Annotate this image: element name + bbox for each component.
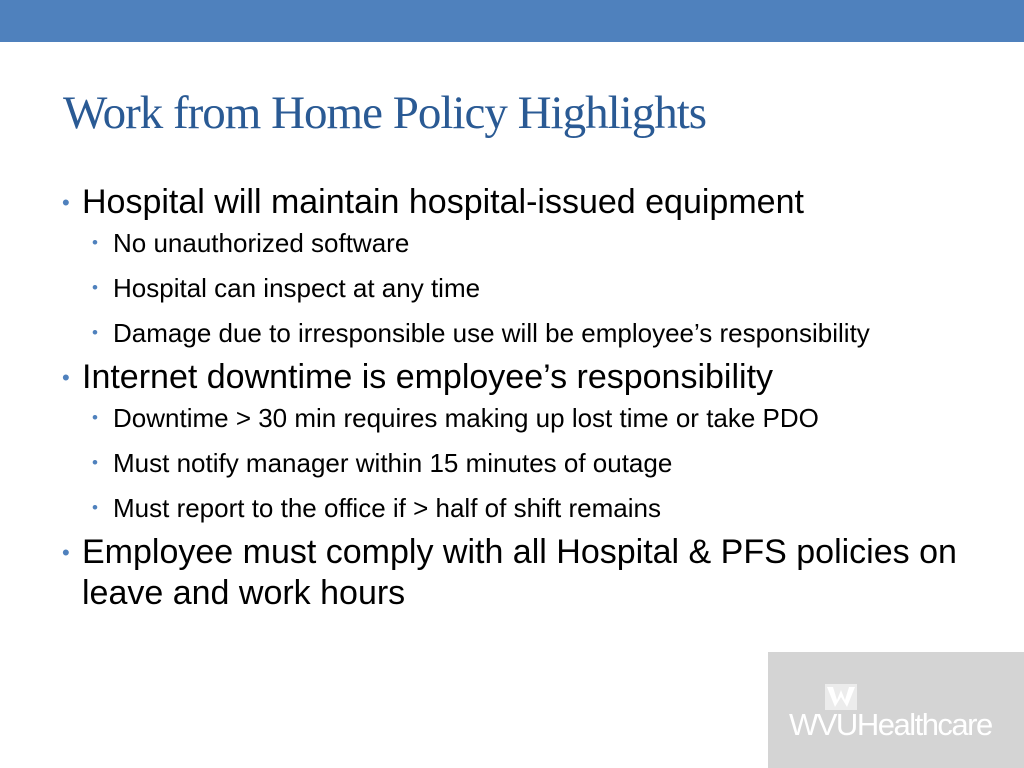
sub-bullet-dot-icon: • <box>92 323 98 342</box>
bullet-dot-icon: • <box>62 365 70 390</box>
sub-bullet-item <box>92 445 968 481</box>
sub-bullet-dot-icon: • <box>92 233 98 252</box>
sub-bullet-text: Must notify manager within 15 minutes of outage <box>113 448 673 478</box>
bullet-text: Internet downtime is employee’s responsibility <box>82 358 774 396</box>
bullet-item <box>58 182 968 223</box>
sub-bullet-text: Must report to the office if > half of shift remains <box>113 493 661 523</box>
sub-bullet-dot-icon: • <box>92 453 98 472</box>
sub-bullet-item <box>92 315 968 351</box>
logo-panel <box>768 652 1024 768</box>
sub-bullet-item <box>92 225 968 261</box>
top-accent-bar <box>0 0 1024 42</box>
bullet-list <box>58 182 968 616</box>
sub-bullet-dot-icon: • <box>92 498 98 517</box>
sub-bullet-item <box>92 490 968 526</box>
bullet-text: Hospital will maintain hospital-issued equipment <box>82 183 804 221</box>
slide-title: Work from Home Policy Highlights <box>63 87 707 139</box>
logo-wordmark: WVUHealthcare <box>789 707 992 742</box>
sub-bullet-dot-icon: • <box>92 278 98 297</box>
bullet-item <box>58 532 968 614</box>
sub-bullet-text: Hospital can inspect at any time <box>113 273 481 303</box>
sub-bullet-dot-icon: • <box>92 408 98 427</box>
sub-bullet-item <box>92 270 968 306</box>
bullet-item <box>58 357 968 398</box>
sub-bullet-item <box>92 400 968 436</box>
sub-bullet-text: Damage due to irresponsible use will be employee’s responsibility <box>113 318 870 348</box>
bullet-dot-icon: • <box>62 540 70 565</box>
bullet-dot-icon: • <box>62 190 70 215</box>
bullet-text: Employee must comply with all Hospital & PFS policies on leave and work hours <box>82 533 957 612</box>
sub-bullet-list <box>58 400 968 526</box>
sub-bullet-text: No unauthorized software <box>113 228 410 258</box>
sub-bullet-text: Downtime > 30 min requires making up lost time or take PDO <box>113 403 819 433</box>
sub-bullet-list <box>58 225 968 351</box>
